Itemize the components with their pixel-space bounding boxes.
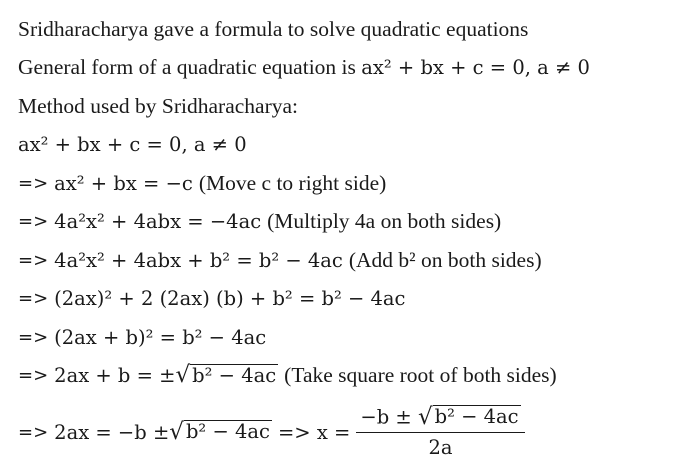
implies-arrow: => xyxy=(18,365,49,387)
general-form-text: General form of a quadratic equation is xyxy=(18,55,356,80)
document xyxy=(18,10,678,465)
step-note: (Move c to right side) xyxy=(198,170,387,195)
step-4 xyxy=(18,241,678,280)
implies-arrow: => xyxy=(18,172,49,194)
square-root xyxy=(169,420,272,443)
method-label xyxy=(18,87,678,126)
final-equation-lhs: 2ax = −b ± xyxy=(54,420,170,444)
radical-sign-icon: √ xyxy=(175,362,191,389)
step-sqrt xyxy=(18,357,678,396)
radical-sign-icon: √ xyxy=(169,418,184,445)
heading xyxy=(18,10,678,49)
step-equation: (2ax + b)² = b² − 4ac xyxy=(54,325,267,349)
implies-arrow: => xyxy=(18,211,49,233)
step-5 xyxy=(18,280,678,319)
quadratic-formula-fraction xyxy=(356,405,524,458)
step-3 xyxy=(18,203,678,242)
radicand: b² − 4ac xyxy=(434,405,519,429)
implies-arrow: => xyxy=(18,326,49,348)
step-equation: (2ax)² + 2 (2ax) (b) + b² = b² − 4ac xyxy=(54,287,406,311)
radicand: b² − 4ac xyxy=(192,364,277,388)
final-equation-mid: => x = xyxy=(277,420,351,444)
step-note: (Take square root of both sides) xyxy=(284,363,557,388)
step-1 xyxy=(18,126,678,165)
fraction-denominator: 2a xyxy=(428,435,453,459)
square-root xyxy=(176,364,279,387)
step-final xyxy=(18,399,678,465)
step-2 xyxy=(18,164,678,203)
method-label-text: Method used by Sridharacharya: xyxy=(18,93,299,118)
fraction-numerator xyxy=(356,405,524,432)
step-note: (Add b² on both sides) xyxy=(348,247,542,272)
radicand: b² − 4ac xyxy=(185,420,270,444)
general-form-line xyxy=(18,49,678,88)
radical-sign-icon: √ xyxy=(417,403,433,430)
heading-text: Sridharacharya gave a formula to solve quadratic equations xyxy=(18,16,529,41)
step-equation-lhs: 2ax + b = ± xyxy=(54,364,176,388)
implies-arrow: => xyxy=(18,249,49,271)
step-note: (Multiply 4a on both sides) xyxy=(267,209,502,234)
general-form-equation: ax² + bx + c = 0, a ≠ 0 xyxy=(361,56,590,80)
step-equation: 4a²x² + 4abx + b² = b² − 4ac xyxy=(54,248,343,272)
step-equation: ax² + bx = −c xyxy=(54,171,193,195)
step-equation: 4a²x² + 4abx = −4ac xyxy=(54,210,262,234)
step-6 xyxy=(18,318,678,357)
implies-arrow: => xyxy=(18,421,49,443)
implies-arrow: => xyxy=(18,288,49,310)
numerator-lhs: −b ± xyxy=(360,405,412,429)
square-root xyxy=(418,405,521,428)
step-equation: ax² + bx + c = 0, a ≠ 0 xyxy=(18,133,247,157)
